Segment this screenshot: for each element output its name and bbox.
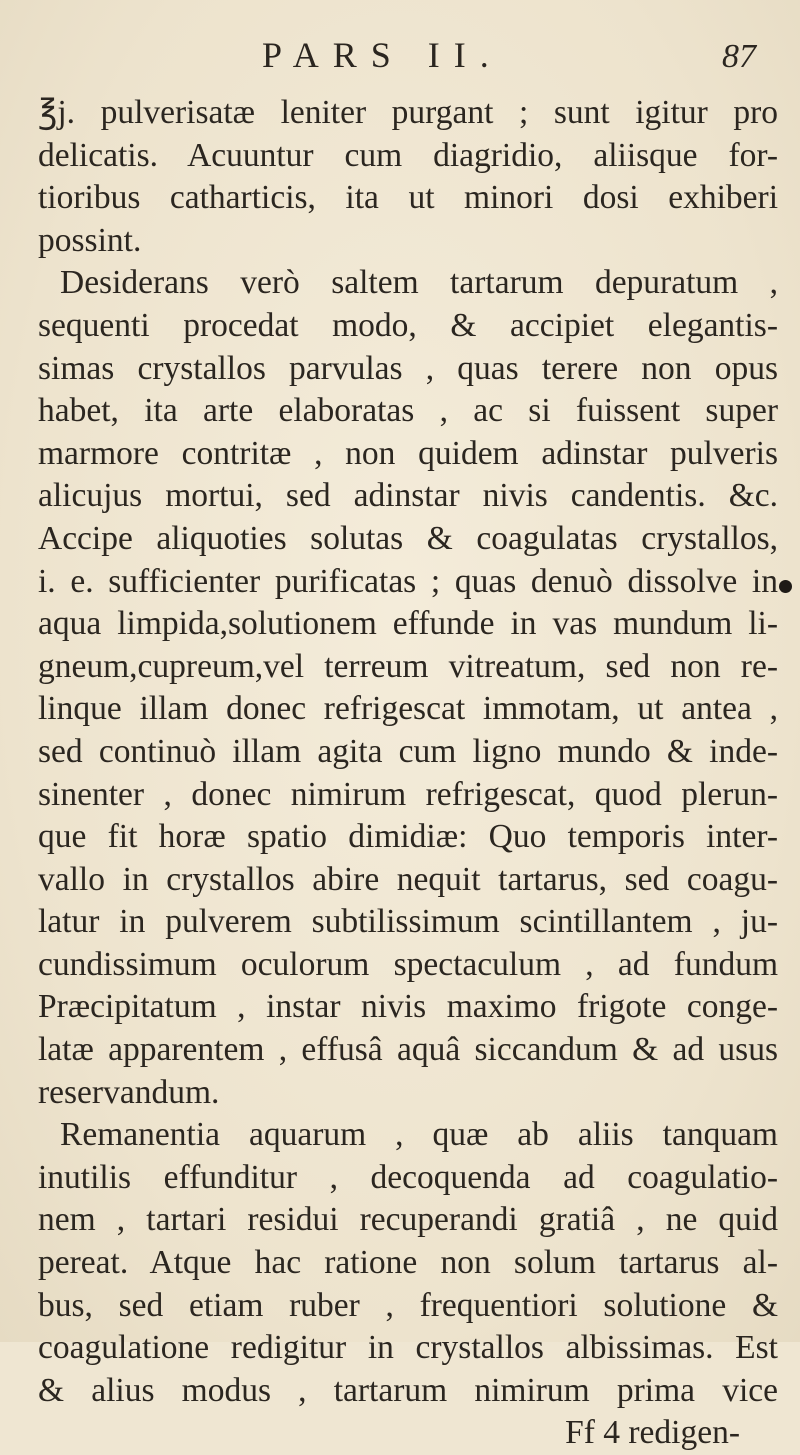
catchword: redigen- [628,1414,740,1452]
text-line: Desiderans verò saltem tartarum depuratum , [60,264,778,302]
text-line: pereat. Atque hac ratione non solum tartarus al- [38,1244,778,1282]
text-line: Accipe aliquoties solutas & coagulatas crystallos, [38,519,778,557]
text-line: Remanentia aquarum , quæ ab aliis tanquam [60,1116,778,1154]
text-line: nem , tartari residui recuperandi gratiâ , ne quid [38,1201,778,1239]
text-line: i. e. sufficienter purificatas ; quas denuò dissolve in [38,562,778,600]
text-line: tioribus catharticis, ita ut minori dosi exhiberi [38,179,778,217]
text-line: reservandum. [38,1073,220,1111]
text-line: vallo in crystallos abire nequit tartarus, sed coagu- [38,860,778,898]
text-line: cundissimum oculorum spectaculum , ad fundum [38,945,778,983]
text-line: aqua limpida,solutionem effunde in vas mundum li- [38,605,778,643]
margin-bullet-mark [779,580,792,593]
text-line: alicujus mortui, sed adinstar nivis candentis. &c. [38,477,778,515]
text-line: latur in pulverem subtilissimum scintillantem , ju- [38,903,778,941]
running-title: PARS II. [262,35,503,75]
text-line: linque illam donec refrigescat immotam, ut antea , [38,690,778,728]
text-line: possint. [38,221,142,259]
text-line: latæ apparentem , effusâ aquâ siccandum & ad usus [38,1031,778,1069]
text-line: & alius modus , tartarum nimirum prima vice [38,1371,778,1409]
page-header [0,28,800,78]
text-line: sed continuò illam agita cum ligno mundo & inde- [38,732,778,770]
signature-mark: Ff 4 [565,1414,621,1452]
text-line: simas crystallos parvulas , quas terere non opus [38,349,778,387]
text-line: coagulatione redigitur in crystallos albissimas. Est [38,1329,778,1367]
text-line: que fit horæ spatio dimidiæ: Quo temporis inter- [38,818,778,856]
text-line: inutilis effunditur , decoquenda ad coagulatio- [38,1158,778,1196]
text-line: ℥j. pulverisatæ leniter purgant ; sunt igitur pro [38,94,778,131]
text-line: bus, sed etiam ruber , frequentiori solutione & [38,1286,778,1324]
text-line: sequenti procedat modo, & accipiet elegantis- [38,306,778,344]
text-line: gneum,cupreum,vel terreum vitreatum, sed non re- [38,647,778,685]
text-line: habet, ita arte elaboratas , ac si fuissent super [38,392,778,430]
page-number: 87 [722,38,756,75]
text-line: sinenter , donec nimirum refrigescat, quod plerun- [38,775,778,813]
footer-line [38,1412,778,1455]
text-line: delicatis. Acuuntur cum diagridio, aliisque for- [38,136,778,174]
body-text [38,92,778,1455]
text-line: marmore contritæ , non quidem adinstar pulveris [38,434,778,472]
text-line: Præcipitatum , instar nivis maximo frigote conge- [38,988,778,1026]
